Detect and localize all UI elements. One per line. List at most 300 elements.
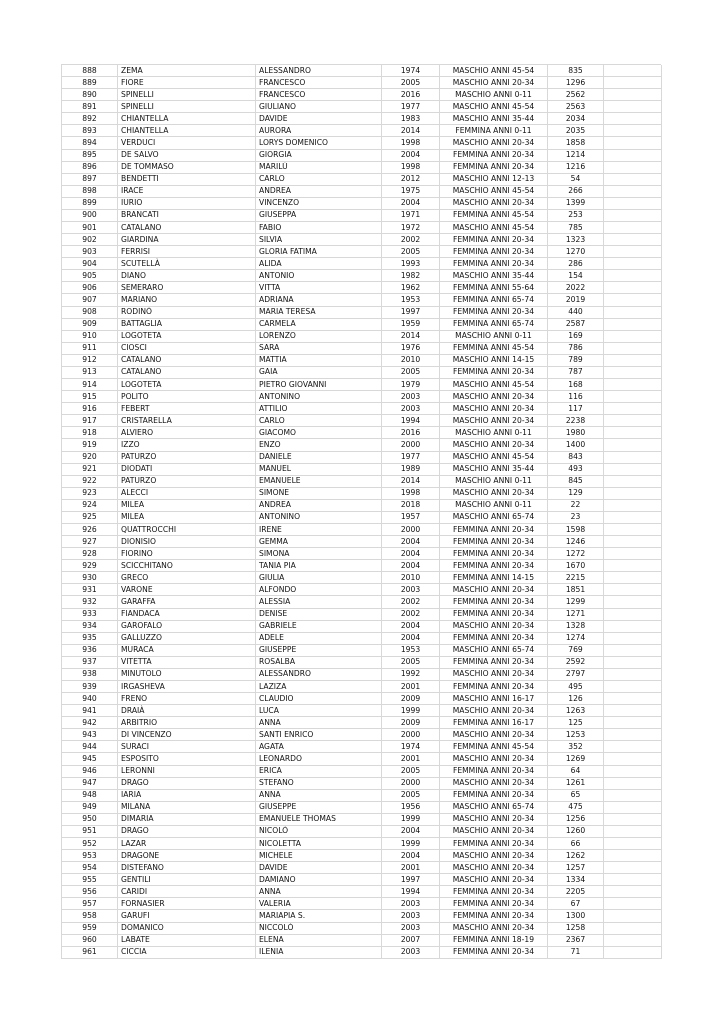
first-name-cell: ANTONINO — [256, 391, 382, 403]
first-name-cell: GIUSEPPE — [256, 801, 382, 813]
bib-number-cell: 949 — [62, 801, 118, 813]
empty-cell — [604, 898, 662, 910]
position-cell: 125 — [548, 717, 604, 729]
table-row — [62, 77, 662, 89]
bib-number-cell: 916 — [62, 403, 118, 415]
category-cell: MASCHIO ANNI 20-34 — [440, 137, 548, 149]
category-cell: MASCHIO ANNI 0-11 — [440, 475, 548, 487]
empty-cell — [604, 222, 662, 234]
bib-number-cell: 911 — [62, 342, 118, 354]
surname-cell: DIANO — [118, 270, 256, 282]
birth-year-cell: 1989 — [382, 463, 440, 475]
empty-cell — [604, 487, 662, 499]
first-name-cell: MARIAPIA S. — [256, 910, 382, 922]
table-row — [62, 560, 662, 572]
first-name-cell: AGATA — [256, 741, 382, 753]
birth-year-cell: 2004 — [382, 560, 440, 572]
first-name-cell: ALESSANDRO — [256, 668, 382, 680]
surname-cell: FRENO — [118, 693, 256, 705]
empty-cell — [604, 656, 662, 668]
category-cell: MASCHIO ANNI 16-17 — [440, 693, 548, 705]
first-name-cell: VALERIA — [256, 898, 382, 910]
bib-number-cell: 906 — [62, 282, 118, 294]
position-cell: 116 — [548, 391, 604, 403]
category-cell: MASCHIO ANNI 20-34 — [440, 487, 548, 499]
empty-cell — [604, 354, 662, 366]
birth-year-cell: 2014 — [382, 475, 440, 487]
birth-year-cell: 2000 — [382, 523, 440, 535]
position-cell: 266 — [548, 185, 604, 197]
surname-cell: BENDETTI — [118, 173, 256, 185]
first-name-cell: EMANUELE THOMAS — [256, 813, 382, 825]
bib-number-cell: 943 — [62, 729, 118, 741]
bib-number-cell: 888 — [62, 65, 118, 77]
position-cell: 1269 — [548, 753, 604, 765]
bib-number-cell: 912 — [62, 354, 118, 366]
bib-number-cell: 919 — [62, 439, 118, 451]
bib-number-cell: 950 — [62, 813, 118, 825]
bib-number-cell: 939 — [62, 680, 118, 692]
position-cell: 1257 — [548, 862, 604, 874]
position-cell: 65 — [548, 789, 604, 801]
category-cell: FEMMINA ANNI 20-34 — [440, 536, 548, 548]
birth-year-cell: 2014 — [382, 125, 440, 137]
category-cell: FEMMINA ANNI 20-34 — [440, 838, 548, 850]
empty-cell — [604, 813, 662, 825]
surname-cell: FORNASIER — [118, 898, 256, 910]
first-name-cell: NICOLÒ — [256, 825, 382, 837]
empty-cell — [604, 403, 662, 415]
empty-cell — [604, 65, 662, 77]
birth-year-cell: 1976 — [382, 342, 440, 354]
empty-cell — [604, 910, 662, 922]
bib-number-cell: 893 — [62, 125, 118, 137]
category-cell: MASCHIO ANNI 35-44 — [440, 113, 548, 125]
table-row — [62, 886, 662, 898]
first-name-cell: DANIELE — [256, 451, 382, 463]
first-name-cell: VINCENZO — [256, 197, 382, 209]
birth-year-cell: 2004 — [382, 149, 440, 161]
first-name-cell: ILENIA — [256, 946, 382, 958]
table-row — [62, 209, 662, 221]
first-name-cell: STEFANO — [256, 777, 382, 789]
surname-cell: DISTEFANO — [118, 862, 256, 874]
table-row — [62, 246, 662, 258]
category-cell: FEMMINA ANNI 45-54 — [440, 209, 548, 221]
empty-cell — [604, 149, 662, 161]
table-row — [62, 620, 662, 632]
first-name-cell: ROSALBA — [256, 656, 382, 668]
birth-year-cell: 2009 — [382, 693, 440, 705]
category-cell: MASCHIO ANNI 20-34 — [440, 668, 548, 680]
position-cell: 495 — [548, 680, 604, 692]
surname-cell: RODINÒ — [118, 306, 256, 318]
position-cell: 440 — [548, 306, 604, 318]
first-name-cell: ANNA — [256, 886, 382, 898]
first-name-cell: ENZO — [256, 439, 382, 451]
first-name-cell: ANNA — [256, 717, 382, 729]
birth-year-cell: 2002 — [382, 234, 440, 246]
first-name-cell: ERICA — [256, 765, 382, 777]
birth-year-cell: 1999 — [382, 705, 440, 717]
empty-cell — [604, 379, 662, 391]
surname-cell: FIORE — [118, 77, 256, 89]
first-name-cell: VITTA — [256, 282, 382, 294]
table-row — [62, 415, 662, 427]
table-row — [62, 680, 662, 692]
birth-year-cell: 1974 — [382, 65, 440, 77]
surname-cell: GARUFI — [118, 910, 256, 922]
empty-cell — [604, 185, 662, 197]
birth-year-cell: 2003 — [382, 403, 440, 415]
empty-cell — [604, 946, 662, 958]
position-cell: 2035 — [548, 125, 604, 137]
surname-cell: MURACA — [118, 644, 256, 656]
first-name-cell: LORENZO — [256, 330, 382, 342]
category-cell: FEMMINA ANNI 20-34 — [440, 149, 548, 161]
birth-year-cell: 2003 — [382, 898, 440, 910]
first-name-cell: ALFONDO — [256, 584, 382, 596]
category-cell: MASCHIO ANNI 0-11 — [440, 427, 548, 439]
first-name-cell: CLAUDIO — [256, 693, 382, 705]
birth-year-cell: 2018 — [382, 499, 440, 511]
birth-year-cell: 2005 — [382, 789, 440, 801]
position-cell: 1300 — [548, 910, 604, 922]
empty-cell — [604, 282, 662, 294]
bib-number-cell: 904 — [62, 258, 118, 270]
position-cell: 475 — [548, 801, 604, 813]
position-cell: 1216 — [548, 161, 604, 173]
category-cell: MASCHIO ANNI 20-34 — [440, 403, 548, 415]
birth-year-cell: 1975 — [382, 185, 440, 197]
first-name-cell: GIUSEPPA — [256, 209, 382, 221]
first-name-cell: CARMELA — [256, 318, 382, 330]
position-cell: 835 — [548, 65, 604, 77]
first-name-cell: GABRIELE — [256, 620, 382, 632]
bib-number-cell: 889 — [62, 77, 118, 89]
bib-number-cell: 947 — [62, 777, 118, 789]
empty-cell — [604, 113, 662, 125]
table-row — [62, 197, 662, 209]
category-cell: MASCHIO ANNI 20-34 — [440, 825, 548, 837]
position-cell: 169 — [548, 330, 604, 342]
table-row — [62, 656, 662, 668]
table-row — [62, 282, 662, 294]
category-cell: FEMMINA ANNI 20-34 — [440, 161, 548, 173]
birth-year-cell: 1971 — [382, 209, 440, 221]
birth-year-cell: 1953 — [382, 644, 440, 656]
category-cell: FEMMINA ANNI 20-34 — [440, 560, 548, 572]
birth-year-cell: 2004 — [382, 825, 440, 837]
category-cell: FEMMINA ANNI 0-11 — [440, 125, 548, 137]
empty-cell — [604, 258, 662, 270]
birth-year-cell: 1999 — [382, 813, 440, 825]
birth-year-cell: 1982 — [382, 270, 440, 282]
first-name-cell: FABIO — [256, 222, 382, 234]
bib-number-cell: 899 — [62, 197, 118, 209]
surname-cell: SPINELLI — [118, 89, 256, 101]
table-row — [62, 161, 662, 173]
first-name-cell: NICCOLÒ — [256, 922, 382, 934]
position-cell: 1323 — [548, 234, 604, 246]
first-name-cell: ANDREA — [256, 185, 382, 197]
position-cell: 1299 — [548, 596, 604, 608]
category-cell: FEMMINA ANNI 20-34 — [440, 656, 548, 668]
surname-cell: IZZO — [118, 439, 256, 451]
bib-number-cell: 890 — [62, 89, 118, 101]
bib-number-cell: 928 — [62, 548, 118, 560]
birth-year-cell: 2000 — [382, 439, 440, 451]
bib-number-cell: 932 — [62, 596, 118, 608]
surname-cell: ZEMA — [118, 65, 256, 77]
first-name-cell: ADRIANA — [256, 294, 382, 306]
empty-cell — [604, 463, 662, 475]
birth-year-cell: 2002 — [382, 596, 440, 608]
table-row — [62, 946, 662, 958]
table-row — [62, 451, 662, 463]
table-row — [62, 934, 662, 946]
position-cell: 1851 — [548, 584, 604, 596]
position-cell: 1399 — [548, 197, 604, 209]
table-row — [62, 596, 662, 608]
position-cell: 2215 — [548, 572, 604, 584]
table-row — [62, 717, 662, 729]
position-cell: 2367 — [548, 934, 604, 946]
category-cell: FEMMINA ANNI 14-15 — [440, 572, 548, 584]
category-cell: MASCHIO ANNI 45-54 — [440, 451, 548, 463]
surname-cell: DIMARIA — [118, 813, 256, 825]
empty-cell — [604, 596, 662, 608]
empty-cell — [604, 644, 662, 656]
birth-year-cell: 2001 — [382, 862, 440, 874]
birth-year-cell: 1999 — [382, 838, 440, 850]
position-cell: 1858 — [548, 137, 604, 149]
empty-cell — [604, 89, 662, 101]
birth-year-cell: 2010 — [382, 354, 440, 366]
birth-year-cell: 1994 — [382, 886, 440, 898]
table-row — [62, 572, 662, 584]
bib-number-cell: 903 — [62, 246, 118, 258]
empty-cell — [604, 886, 662, 898]
category-cell: MASCHIO ANNI 20-34 — [440, 813, 548, 825]
table-row — [62, 306, 662, 318]
category-cell: FEMMINA ANNI 20-34 — [440, 596, 548, 608]
birth-year-cell: 2000 — [382, 777, 440, 789]
empty-cell — [604, 161, 662, 173]
position-cell: 1246 — [548, 536, 604, 548]
category-cell: FEMMINA ANNI 20-34 — [440, 898, 548, 910]
table-row — [62, 222, 662, 234]
surname-cell: FIANDACA — [118, 608, 256, 620]
table-row — [62, 910, 662, 922]
table-row — [62, 741, 662, 753]
surname-cell: LAZAR — [118, 838, 256, 850]
surname-cell: IURIO — [118, 197, 256, 209]
empty-cell — [604, 294, 662, 306]
position-cell: 769 — [548, 644, 604, 656]
first-name-cell: ANTONIO — [256, 270, 382, 282]
category-cell: MASCHIO ANNI 45-54 — [440, 185, 548, 197]
table-row — [62, 475, 662, 487]
surname-cell: MILEA — [118, 511, 256, 523]
category-cell: MASCHIO ANNI 20-34 — [440, 874, 548, 886]
birth-year-cell: 2004 — [382, 620, 440, 632]
surname-cell: LOGOTETA — [118, 330, 256, 342]
table-row — [62, 463, 662, 475]
table-row — [62, 487, 662, 499]
table-row — [62, 113, 662, 125]
first-name-cell: SIMONE — [256, 487, 382, 499]
bib-number-cell: 959 — [62, 922, 118, 934]
surname-cell: MILANA — [118, 801, 256, 813]
first-name-cell: GIORGIA — [256, 149, 382, 161]
table-row — [62, 584, 662, 596]
category-cell: MASCHIO ANNI 0-11 — [440, 499, 548, 511]
category-cell: MASCHIO ANNI 35-44 — [440, 270, 548, 282]
surname-cell: ARBITRIO — [118, 717, 256, 729]
table-row — [62, 548, 662, 560]
category-cell: MASCHIO ANNI 35-44 — [440, 463, 548, 475]
position-cell: 352 — [548, 741, 604, 753]
bib-number-cell: 926 — [62, 523, 118, 535]
position-cell: 253 — [548, 209, 604, 221]
empty-cell — [604, 451, 662, 463]
surname-cell: GAROFALO — [118, 620, 256, 632]
category-cell: FEMMINA ANNI 20-34 — [440, 632, 548, 644]
bib-number-cell: 934 — [62, 620, 118, 632]
surname-cell: IARIA — [118, 789, 256, 801]
birth-year-cell: 2005 — [382, 656, 440, 668]
surname-cell: DOMANICO — [118, 922, 256, 934]
table-row — [62, 366, 662, 378]
position-cell: 2205 — [548, 886, 604, 898]
table-row — [62, 137, 662, 149]
bib-number-cell: 930 — [62, 572, 118, 584]
empty-cell — [604, 342, 662, 354]
birth-year-cell: 1956 — [382, 801, 440, 813]
table-row — [62, 693, 662, 705]
position-cell: 1260 — [548, 825, 604, 837]
bib-number-cell: 925 — [62, 511, 118, 523]
empty-cell — [604, 717, 662, 729]
first-name-cell: FRANCESCO — [256, 89, 382, 101]
bib-number-cell: 891 — [62, 101, 118, 113]
first-name-cell: ALIDA — [256, 258, 382, 270]
empty-cell — [604, 270, 662, 282]
table-row — [62, 511, 662, 523]
results-sheet — [61, 64, 661, 959]
bib-number-cell: 913 — [62, 366, 118, 378]
birth-year-cell: 1959 — [382, 318, 440, 330]
first-name-cell: LEONARDO — [256, 753, 382, 765]
surname-cell: DRAGO — [118, 777, 256, 789]
first-name-cell: SIMONA — [256, 548, 382, 560]
position-cell: 1271 — [548, 608, 604, 620]
first-name-cell: LORYS DOMENICO — [256, 137, 382, 149]
position-cell: 286 — [548, 258, 604, 270]
birth-year-cell: 2003 — [382, 584, 440, 596]
empty-cell — [604, 330, 662, 342]
table-row — [62, 65, 662, 77]
birth-year-cell: 2010 — [382, 572, 440, 584]
table-row — [62, 922, 662, 934]
category-cell: MASCHIO ANNI 20-34 — [440, 705, 548, 717]
bib-number-cell: 956 — [62, 886, 118, 898]
bib-number-cell: 948 — [62, 789, 118, 801]
category-cell: MASCHIO ANNI 45-54 — [440, 222, 548, 234]
position-cell: 1272 — [548, 548, 604, 560]
birth-year-cell: 2004 — [382, 536, 440, 548]
bib-number-cell: 944 — [62, 741, 118, 753]
position-cell: 1274 — [548, 632, 604, 644]
category-cell: MASCHIO ANNI 45-54 — [440, 379, 548, 391]
surname-cell: ALVIERO — [118, 427, 256, 439]
category-cell: MASCHIO ANNI 0-11 — [440, 89, 548, 101]
surname-cell: DE TOMMASO — [118, 161, 256, 173]
birth-year-cell: 2007 — [382, 934, 440, 946]
surname-cell: SCUTELLÀ — [118, 258, 256, 270]
first-name-cell: GIUSEPPE — [256, 644, 382, 656]
surname-cell: SPINELLI — [118, 101, 256, 113]
first-name-cell: DAMIANO — [256, 874, 382, 886]
table-row — [62, 632, 662, 644]
bib-number-cell: 941 — [62, 705, 118, 717]
category-cell: FEMMINA ANNI 20-34 — [440, 548, 548, 560]
surname-cell: DRAIÀ — [118, 705, 256, 717]
category-cell: MASCHIO ANNI 20-34 — [440, 777, 548, 789]
first-name-cell: IRENE — [256, 523, 382, 535]
first-name-cell: GEMMA — [256, 536, 382, 548]
empty-cell — [604, 234, 662, 246]
category-cell: MASCHIO ANNI 20-34 — [440, 922, 548, 934]
table-row — [62, 354, 662, 366]
bib-number-cell: 927 — [62, 536, 118, 548]
table-row — [62, 318, 662, 330]
birth-year-cell: 2016 — [382, 427, 440, 439]
first-name-cell: ATTILIO — [256, 403, 382, 415]
category-cell: FEMMINA ANNI 65-74 — [440, 318, 548, 330]
category-cell: MASCHIO ANNI 20-34 — [440, 77, 548, 89]
surname-cell: CATALANO — [118, 222, 256, 234]
position-cell: 845 — [548, 475, 604, 487]
table-row — [62, 874, 662, 886]
table-row — [62, 765, 662, 777]
position-cell: 1296 — [548, 77, 604, 89]
position-cell: 67 — [548, 898, 604, 910]
surname-cell: CHIANTELLA — [118, 113, 256, 125]
bib-number-cell: 936 — [62, 644, 118, 656]
surname-cell: LABATE — [118, 934, 256, 946]
category-cell: FEMMINA ANNI 65-74 — [440, 294, 548, 306]
surname-cell: FEBERT — [118, 403, 256, 415]
table-row — [62, 173, 662, 185]
first-name-cell: SILVIA — [256, 234, 382, 246]
birth-year-cell: 2003 — [382, 910, 440, 922]
bib-number-cell: 896 — [62, 161, 118, 173]
surname-cell: ESPOSITO — [118, 753, 256, 765]
table-row — [62, 898, 662, 910]
surname-cell: IRGASHEVA — [118, 680, 256, 692]
surname-cell: CATALANO — [118, 366, 256, 378]
table-row — [62, 850, 662, 862]
category-cell: FEMMINA ANNI 20-34 — [440, 680, 548, 692]
empty-cell — [604, 620, 662, 632]
position-cell: 1253 — [548, 729, 604, 741]
empty-cell — [604, 753, 662, 765]
table-row — [62, 234, 662, 246]
first-name-cell: TANIA PIA — [256, 560, 382, 572]
empty-cell — [604, 366, 662, 378]
